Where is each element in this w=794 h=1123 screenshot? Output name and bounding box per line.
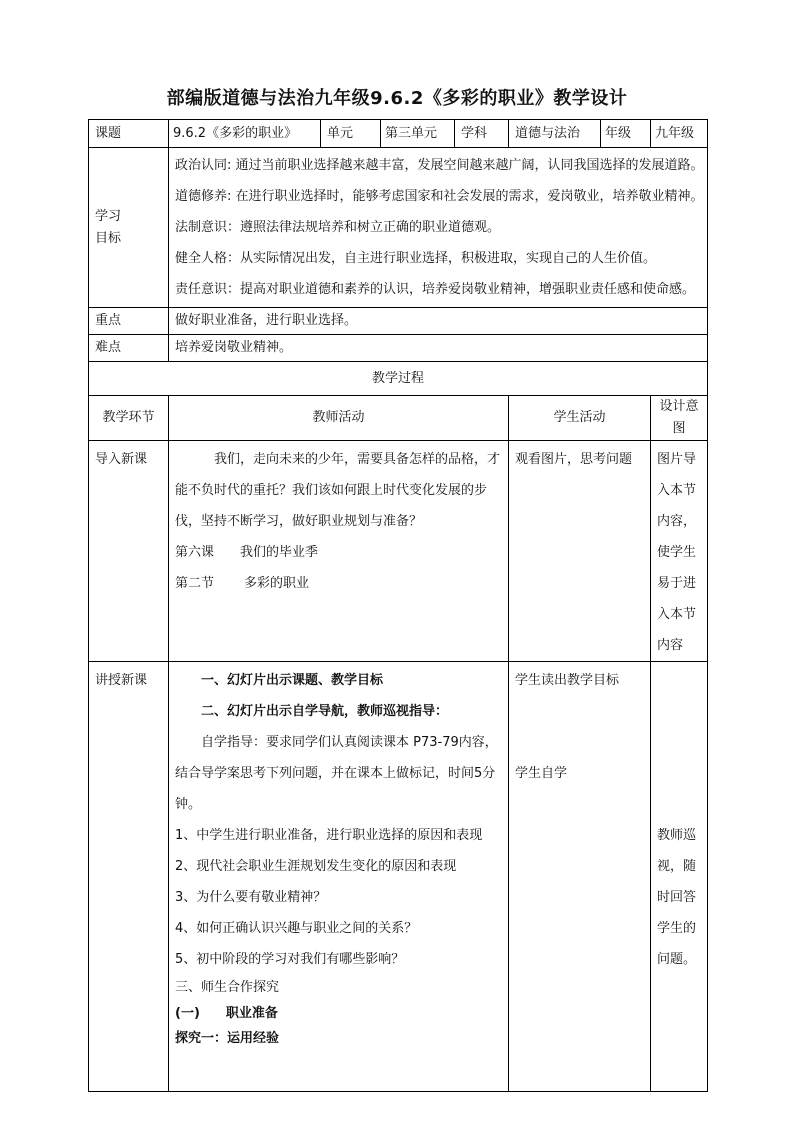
difficulty-label: 难点 bbox=[89, 335, 169, 362]
goals-label-line1: 学习 bbox=[95, 208, 122, 224]
grade-label: 年级 bbox=[601, 120, 651, 148]
column-teacher: 教师活动 bbox=[169, 396, 509, 441]
intro-stage: 导入新课 bbox=[89, 441, 169, 662]
lesson-value: 9.6.2《多彩的职业》 bbox=[169, 120, 321, 148]
new-sub1-no: (一) bbox=[175, 1006, 200, 1021]
subject-label: 学科 bbox=[455, 120, 509, 148]
goals-content bbox=[169, 148, 708, 308]
new-teacher bbox=[169, 662, 509, 1092]
new-step3: 三、师生合作探究 bbox=[175, 980, 280, 995]
document-title: 部编版道德与法治九年级9.6.2《多彩的职业》教学设计 bbox=[166, 88, 628, 109]
new-stage: 讲授新课 bbox=[89, 662, 169, 1092]
new-q1: 1、中学生进行职业准备，进行职业选择的原因和表现 bbox=[175, 828, 483, 843]
key-point-row bbox=[89, 308, 708, 335]
difficulty-value: 培养爱岗敬业精神。 bbox=[169, 335, 708, 362]
intro-teacher-para: 我们，走向未来的少年，需要具备怎样的品格，才能不负时代的重托？我们该如何跟上时代变化发展的步伐，坚持不断学习，做好职业规划与准备？ bbox=[175, 452, 501, 529]
key-point-value: 做好职业准备，进行职业选择。 bbox=[169, 308, 708, 335]
new-student bbox=[509, 662, 651, 1092]
new-design bbox=[651, 662, 708, 1092]
intro-lesson-no: 第六课 bbox=[175, 545, 215, 560]
lesson-plan-table bbox=[88, 119, 708, 1092]
new-q4: 4、如何正确认识兴趣与职业之间的关系？ bbox=[175, 921, 418, 936]
intro-row bbox=[89, 441, 708, 662]
new-row bbox=[89, 662, 708, 1092]
unit-value: 第三单元 bbox=[381, 120, 455, 148]
new-student1: 学生读出教学目标 bbox=[515, 673, 620, 688]
column-header-row bbox=[89, 396, 708, 441]
new-explore1: 探究一：运用经验 bbox=[175, 1031, 280, 1046]
new-sub1 bbox=[175, 1001, 502, 1027]
subject-value: 道德与法治 bbox=[509, 120, 601, 148]
intro-design: 图片导入本节内容，使学生易于进入本节内容 bbox=[651, 441, 708, 662]
intro-lesson-name: 我们的毕业季 bbox=[240, 545, 319, 560]
new-design2: 教师巡视，随时回答学生的问题。 bbox=[657, 828, 697, 967]
unit-label: 单元 bbox=[321, 120, 381, 148]
intro-student: 观看图片，思考问题 bbox=[509, 441, 651, 662]
intro-section-name: 多彩的职业 bbox=[244, 576, 310, 591]
goal-personality: 健全人格：从实际情况出发，自主进行职业选择，积极进取，实现自己的人生价值。 bbox=[175, 251, 657, 266]
new-q5: 5、初中阶段的学习对我们有哪些影响？ bbox=[175, 952, 405, 967]
goal-responsibility: 责任意识：提高对职业道德和素养的认识，培养爱岗敬业精神，增强职业责任感和使命感。 bbox=[175, 282, 696, 297]
column-student: 学生活动 bbox=[509, 396, 651, 441]
new-q2: 2、现代社会职业生涯规划发生变化的原因和表现 bbox=[175, 859, 457, 874]
goal-political: 政治认同: 通过当前职业选择越来越丰富，发展空间越来越广阔，认同我国选择的发展道路。 bbox=[175, 158, 704, 173]
new-guide: 自学指导：要求同学们认真阅读课本 P73-79内容，结合导学案思考下列问题，并在课本上做标记，时间5分钟。 bbox=[175, 735, 498, 812]
key-point-label: 重点 bbox=[89, 308, 169, 335]
process-header-row bbox=[89, 362, 708, 396]
column-design: 设计意图 bbox=[651, 396, 708, 441]
lesson-label: 课题 bbox=[89, 120, 169, 148]
goal-moral: 道德修养: 在进行职业选择时，能够考虑国家和社会发展的需求，爱岗敬业，培养敬业精神。 bbox=[175, 189, 704, 204]
new-q3: 3、为什么要有敬业精神？ bbox=[175, 890, 327, 905]
new-sub1-name: 职业准备 bbox=[225, 1006, 278, 1021]
goals-label-line2: 目标 bbox=[95, 230, 122, 246]
intro-lesson-line bbox=[175, 537, 502, 568]
goal-legal: 法制意识：遵照法律法规培养和树立正确的职业道德观。 bbox=[175, 220, 501, 235]
goals-label bbox=[89, 148, 169, 308]
intro-section-line bbox=[175, 568, 502, 599]
info-row bbox=[89, 120, 708, 148]
process-header: 教学过程 bbox=[89, 362, 708, 396]
grade-value: 九年级 bbox=[651, 120, 708, 148]
column-stage: 教学环节 bbox=[89, 396, 169, 441]
new-step2: 二、幻灯片出示自学导航，教师巡视指导： bbox=[201, 704, 449, 719]
intro-teacher bbox=[169, 441, 509, 662]
goals-row bbox=[89, 148, 708, 308]
intro-section-no: 第二节 bbox=[175, 576, 215, 591]
difficulty-row bbox=[89, 335, 708, 362]
new-student2: 学生自学 bbox=[515, 766, 568, 781]
new-step1: 一、幻灯片出示课题、教学目标 bbox=[201, 673, 384, 688]
